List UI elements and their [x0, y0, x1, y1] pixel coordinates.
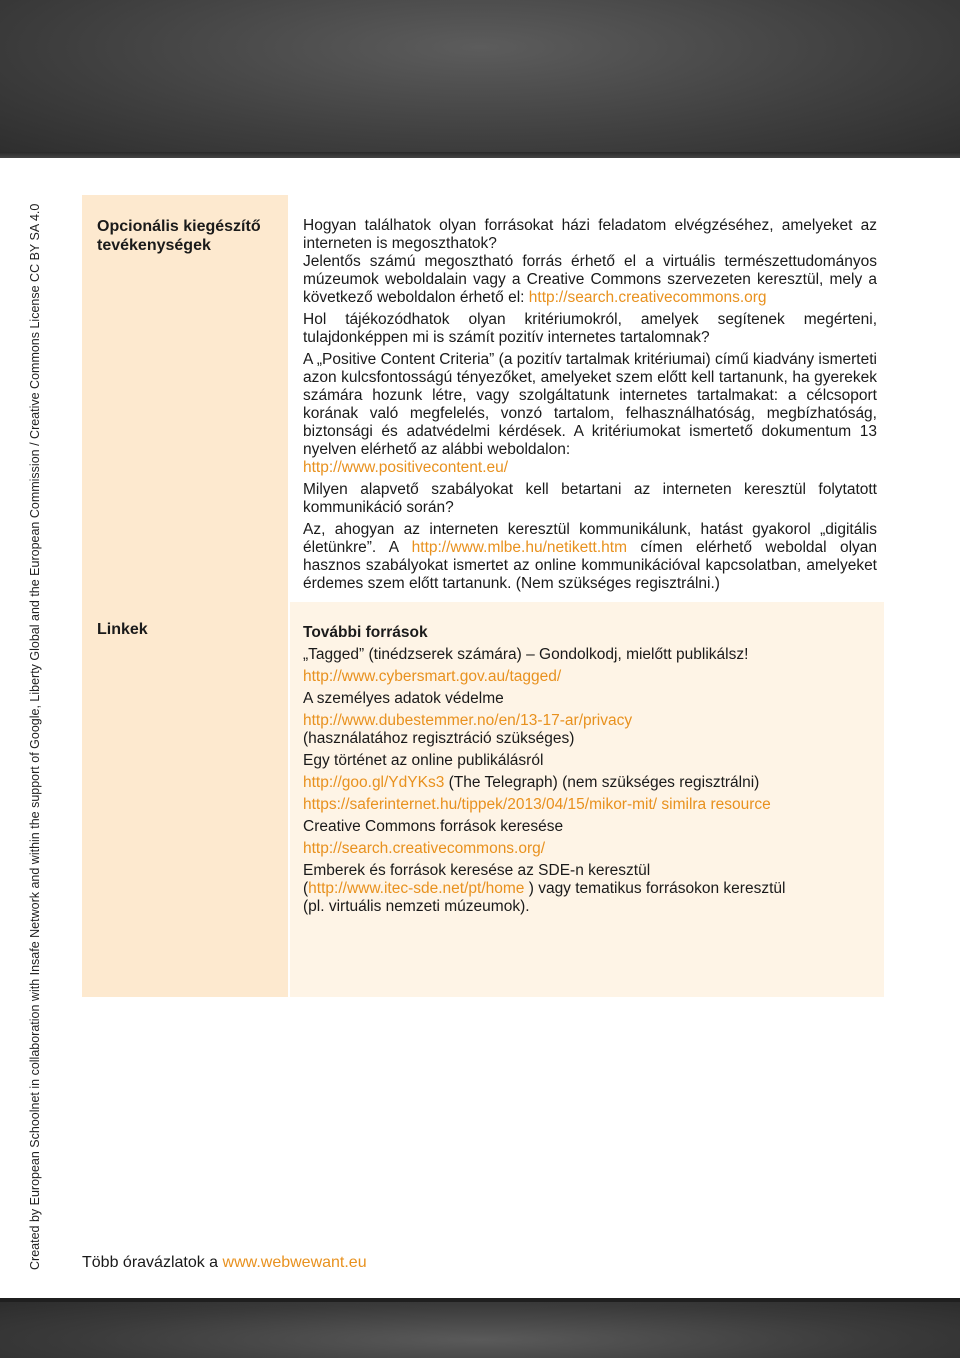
netikett-link[interactable]: http://www.mlbe.hu/netikett.htm	[411, 539, 628, 556]
itec-sde-link[interactable]: http://www.itec-sde.net/pt/home	[308, 880, 525, 897]
answer-3	[303, 521, 877, 593]
resource-4-title: Creative Commons források keresése	[303, 818, 564, 835]
optional-activities-content	[303, 217, 877, 593]
optional-activities-label: Opcionális kiegészítő tevékenységek	[97, 218, 261, 254]
dubestemmer-link[interactable]: http://www.dubestemmer.no/en/13-17-ar/privacy	[303, 712, 633, 729]
resource-3-title: Egy történet az online publikálásról	[303, 752, 544, 769]
resource-4-link-line	[303, 840, 877, 858]
creativecommons-link[interactable]: http://search.creativecommons.org	[528, 289, 767, 306]
top-chalkboard-band	[0, 0, 960, 158]
answer-1-text: Jelentős számú megosztható forrás érhető el a virtuális természettudományos múzeumok weboldalain vagy a Creative Commons szervezeten keresztül, mely a következő weboldalon érhető el:	[303, 253, 877, 306]
resource-5-title: Emberek és források keresése az SDE-n keresztül	[303, 862, 651, 879]
question-2: Hol tájékozódhatok olyan kritériumokról, amelyek segítenek megérteni, tulajdonképpen mi is számít pozitív internetes tartalomnak?	[303, 311, 877, 346]
resource-2-link-line	[303, 712, 877, 730]
question-1: Hogyan találhatok olyan forrásokat házi feladatom elvégzéséhez, amelyeket az interneten is megoszthatok?	[303, 217, 877, 252]
links-label: Linkek	[97, 621, 148, 638]
answer-1	[303, 253, 877, 307]
webwewant-link[interactable]: www.webwewant.eu	[222, 1254, 367, 1271]
resource-3-link2-line	[303, 796, 877, 814]
resource-3-link-line	[303, 774, 877, 792]
answer-3-pre: Az, ahogyan az interneten keresztül kommunikálunk, hatást gyakorol „digitális életünkre”. A	[303, 521, 877, 556]
resource-5-pre: (	[303, 880, 309, 897]
footer-text: Több óravázlatok a	[82, 1254, 219, 1271]
resource-5-post: ) vagy tematikus forrásokon keresztül	[524, 880, 786, 897]
optional-activities-cell	[290, 195, 884, 600]
resource-5-link-line	[303, 880, 877, 898]
cybersmart-link[interactable]: http://www.cybersmart.gov.au/tagged/	[303, 668, 562, 685]
lesson-table	[82, 195, 884, 997]
resource-5-end: (pl. virtuális nemzeti múzeumok).	[303, 898, 530, 915]
license-credit: Created by European Schoolnet in collaboration with Insafe Network and within the support of Google, Liberty Global and the European Commission / Creative Commons License CC BY SA 4.0	[28, 203, 42, 1270]
telegraph-link[interactable]: http://goo.gl/YdYKs3	[303, 774, 445, 791]
label-column	[82, 195, 288, 997]
further-resources-heading: További források	[303, 624, 428, 641]
answer-3-post: címen elérhető weboldal olyan hasznos szabályokat ismertet az online kommunikációval kapcsolatban, amelyeket érdemes szem előtt tartanunk. (Nem szükséges regisztrálni.)	[303, 539, 878, 592]
answer-2: A „Positive Content Criteria” (a pozitív tartalmak kritériumai) című kiadvány ismerteti azon kulcsfontosságú tényezőket, amelyeket szem előtt kell tartanunk, ha gyerekek számára hozunk létre, vagy szolgáltatunk internetes tartalmakat: a célcsoport korának való megfelelés, vonzó tartalom, felhasználhatóság, megbízhatóság, biztonsági és adatvédelmi kérdések. A kritériumokat ismertető dokumentum 13 nyelven elérhető az alábbi weboldalon:	[303, 351, 877, 458]
question-3: Milyen alapvető szabályokat kell betartani az interneten keresztül folytatott kommunikáció során?	[303, 481, 877, 516]
search-creativecommons-link[interactable]: http://search.creativecommons.org/	[303, 840, 546, 857]
resource-1-link-line	[303, 668, 877, 686]
resource-2-note: (használatához regisztráció szükséges)	[303, 730, 575, 747]
saferinternet-link[interactable]: https://saferinternet.hu/tippek/2013/04/15/mikor-mit/ similra resource	[303, 796, 771, 813]
answer-2-link-line	[303, 459, 877, 477]
resource-3-note: (The Telegraph) (nem szükséges regisztrálni)	[448, 774, 760, 791]
resource-2-title: A személyes adatok védelme	[303, 690, 504, 707]
links-content	[303, 624, 877, 920]
links-cell	[290, 602, 884, 997]
positivecontent-link[interactable]: http://www.positivecontent.eu/	[303, 459, 509, 476]
bottom-chalkboard-band	[0, 1298, 960, 1358]
footer	[82, 1254, 367, 1272]
resource-1-title: „Tagged” (tinédzserek számára) – Gondolkodj, mielőtt publikálsz!	[303, 646, 749, 663]
